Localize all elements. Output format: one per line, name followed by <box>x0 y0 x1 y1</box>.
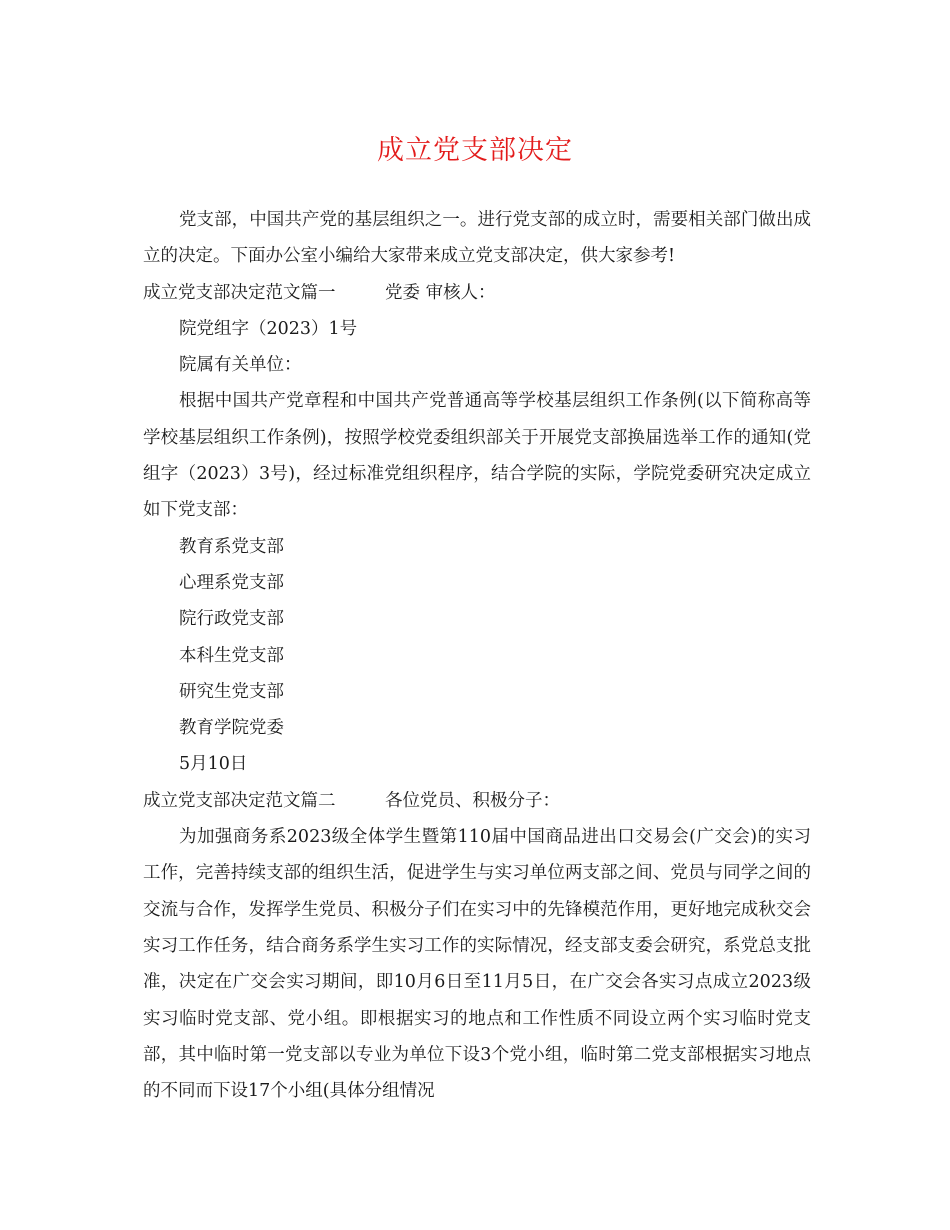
date: 5月10日 <box>179 754 248 775</box>
section2-body: 为加强商务系2023级全体学生暨第110届中国商品进出口交易会(广交会)的实习工作，完善持续支部的组织生活，促进学生与实习单位两支部之间、党员与同学之间的交流与合作，发挥学生党员、积极分子们在实习中的先锋模范作用，更好地完成秋交会实习工作任务，结合商务系学生实习工作的实际情况，经支部支委会研究，系党总支批准，决定在广交会实习期间，即10月6日至11月5日，在广交会各实习点成立2023级实习临时党支部、党小组。即根据实习的地点和工作性质不同设立两个实习临时党支部，其中临时第一党支部以专业为单位下设3个党小组，临时第二党支部根据实习地点的不同而下设17个小组(具体分组情况 <box>143 827 811 1102</box>
branch-item: 本科生党支部 <box>179 645 284 666</box>
branch-item: 研究生党支部 <box>179 681 284 702</box>
section2-heading: 成立党支部决定范文篇二 <box>143 790 336 811</box>
section2-heading-line <box>143 783 811 819</box>
document-body <box>143 202 811 1109</box>
section1-body: 根据中国共产党章程和中国共产党普通高等学校基层组织工作条例(以下简称高等学校基层组织工作条例)，按照学校党委组织部关于开展党支部换届选举工作的通知(党组字（2023）3号)，经过标准党组织程序，结合学院的实际，学院党委研究决定成立如下党支部： <box>143 391 811 521</box>
section2-heading-right: 各位党员、积极分子： <box>385 790 560 811</box>
intro-paragraph: 党支部，中国共产党的基层组织之一。进行党支部的成立时，需要相关部门做出成立的决定。下面办公室小编给大家带来成立党支部决定，供大家参考! <box>143 210 811 267</box>
branch-item: 教育系党支部 <box>179 536 284 557</box>
doc-number: 院党组字（2023）1号 <box>179 318 358 339</box>
section1-heading-line <box>143 275 811 311</box>
branch-item: 心理系党支部 <box>179 572 284 593</box>
section1-heading: 成立党支部决定范文篇一 <box>143 282 336 303</box>
signature: 教育学院党委 <box>179 718 284 739</box>
addressee: 院属有关单位： <box>179 355 302 376</box>
branch-item: 院行政党支部 <box>179 609 284 630</box>
section1-heading-right: 党委 审核人： <box>385 282 496 303</box>
page-title: 成立党支部决定 <box>377 135 573 166</box>
